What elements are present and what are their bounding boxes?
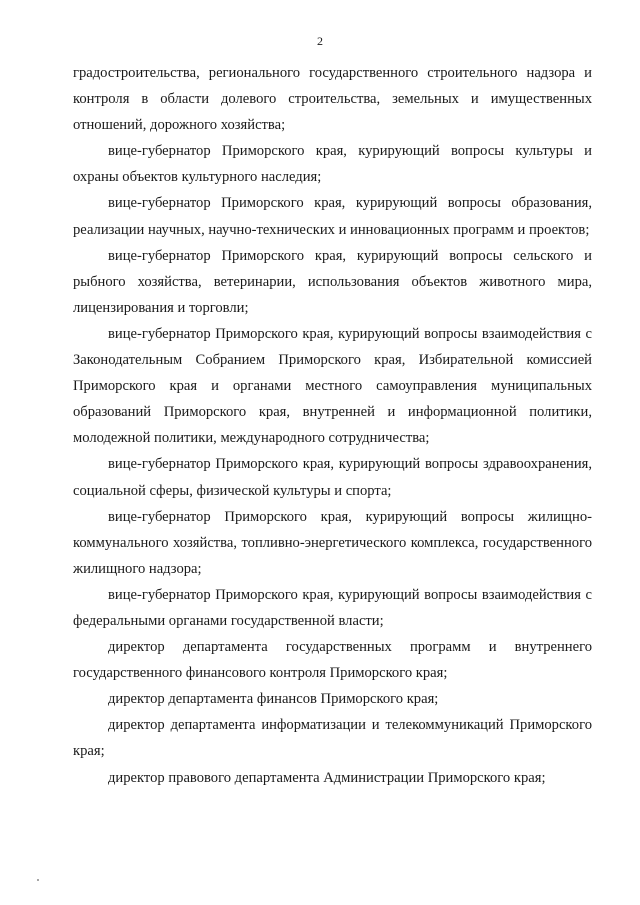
paragraph-director-state-programs: директор департамента государственных программ и внутреннего государственного финансового контроля Приморского края; xyxy=(73,639,592,682)
paragraph-vice-governor-healthcare: вице-губернатор Приморского края, курирующий вопросы здравоохранения, социальной сферы, физической культуры и спорта; xyxy=(73,456,592,499)
paragraph-vice-governor-housing: вице-губернатор Приморского края, курирующий вопросы жилищно-коммунального хозяйства, топливно-энергетического комплекса, государственного жилищного надзора; xyxy=(73,508,592,577)
scan-artifact xyxy=(37,879,39,881)
paragraph-vice-governor-agriculture: вице-губернатор Приморского края, курирующий вопросы сельского и рыбного хозяйства, ветеринарии, использования объектов животного мира, лицензирования и торговли; xyxy=(73,247,592,316)
paragraph-vice-governor-education: вице-губернатор Приморского края, курирующий вопросы образования, реализации научных, научно-технических и инновационных программ и проектов; xyxy=(73,195,592,238)
paragraph-director-informatization: директор департамента информатизации и телекоммуникаций Приморского края; xyxy=(73,717,592,760)
paragraph-vice-governor-culture: вице-губернатор Приморского края, курирующий вопросы культуры и охраны объектов культурного наследия; xyxy=(73,143,592,186)
document-body xyxy=(73,60,592,791)
paragraph-director-legal: директор правового департамента Администрации Приморского края; xyxy=(108,769,546,786)
paragraph-director-finance: директор департамента финансов Приморского края; xyxy=(108,691,439,708)
page-number: 2 xyxy=(317,34,323,48)
paragraph-vice-governor-legislative: вице-губернатор Приморского края, курирующий вопросы взаимодействия с Законодательным Собранием Приморского края, Избирательной комиссией Приморского края и органами местного самоуправления муниципальных образований Приморского края, внутренней и информационной политики, молодежной политики, международного сотрудничества; xyxy=(73,325,592,447)
paragraph-vice-governor-federal: вице-губернатор Приморского края, курирующий вопросы взаимодействия с федеральными органами государственной власти; xyxy=(73,586,592,629)
paragraph-continuation: градостроительства, регионального государственного строительного надзора и контроля в области долевого строительства, земельных и имущественных отношений, дорожного хозяйства; xyxy=(73,65,592,134)
